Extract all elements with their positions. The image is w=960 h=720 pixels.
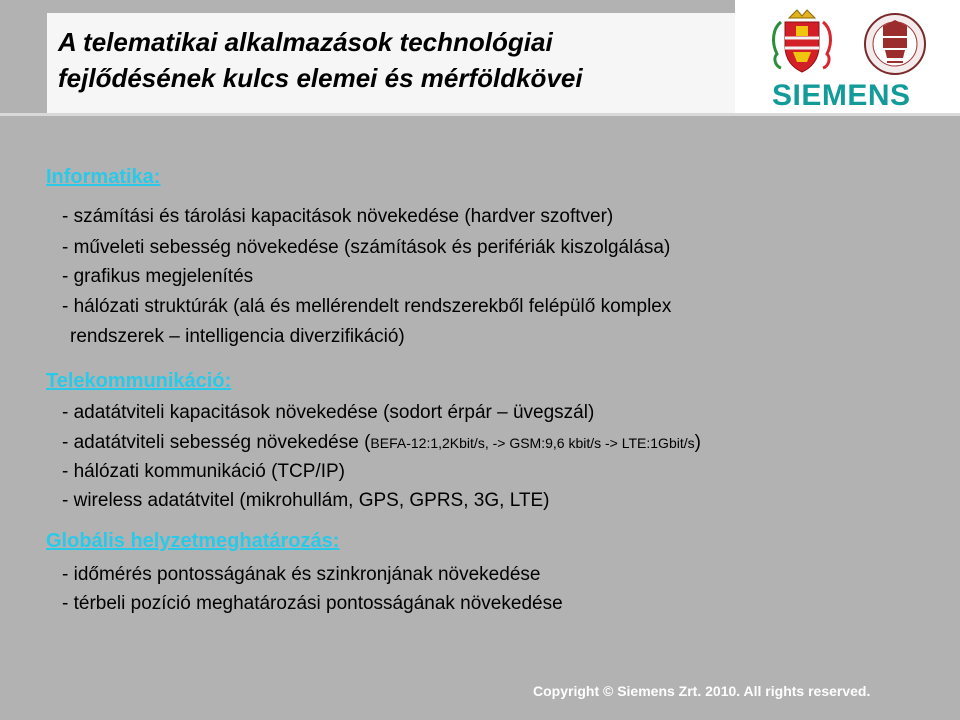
section-heading-telekommunikacio: Telekommunikáció: <box>46 370 232 392</box>
speed-values: BEFA-12:1,2Kbit/s, -> GSM:9,6 kbit/s -> LTE:1Gbit/s <box>370 435 695 451</box>
list-item-speed <box>62 432 701 454</box>
list-item: rendszerek – intelligencia diverzifikáció) <box>70 326 405 347</box>
speed-suffix: ) <box>694 432 701 453</box>
list-item: - grafikus megjelenítés <box>62 266 254 287</box>
list-item: - hálózati struktúrák (alá és mellérendelt rendszerekből felépülő komplex <box>62 296 672 317</box>
list-item: - adatátviteli kapacitások növekedése (sodort érpár – üvegszál) <box>62 402 595 423</box>
copyright-footer: Copyright © Siemens Zrt. 2010. All rights reserved. <box>533 683 871 699</box>
list-item: - műveleti sebesség növekedése (számítások és perifériák kiszolgálása) <box>62 237 671 258</box>
list-item: - térbeli pozíció meghatározási pontosságának növekedése <box>62 593 563 614</box>
list-item: - számítási és tárolási kapacitások növekedése (hardver szoftver) <box>62 206 614 227</box>
speed-prefix: - adatátviteli sebesség növekedése ( <box>62 432 371 453</box>
siemens-logo: SIEMENS <box>772 79 911 112</box>
slide-title-line-2: fejlődésének kulcs elemei és mérföldkövei <box>58 63 583 93</box>
slide-title-line-1: A telematikai alkalmazások technológiai <box>58 27 553 57</box>
section-heading-globalis: Globális helyzetmeghatározás: <box>46 530 340 552</box>
list-item: - wireless adatátvitel (mikrohullám, GPS, GPRS, 3G, LTE) <box>62 490 550 511</box>
list-item: - hálózati kommunikáció (TCP/IP) <box>62 461 345 482</box>
list-item: - időmérés pontosságának és szinkronjának növekedése <box>62 564 541 585</box>
section-heading-informatika: Informatika: <box>46 166 161 188</box>
